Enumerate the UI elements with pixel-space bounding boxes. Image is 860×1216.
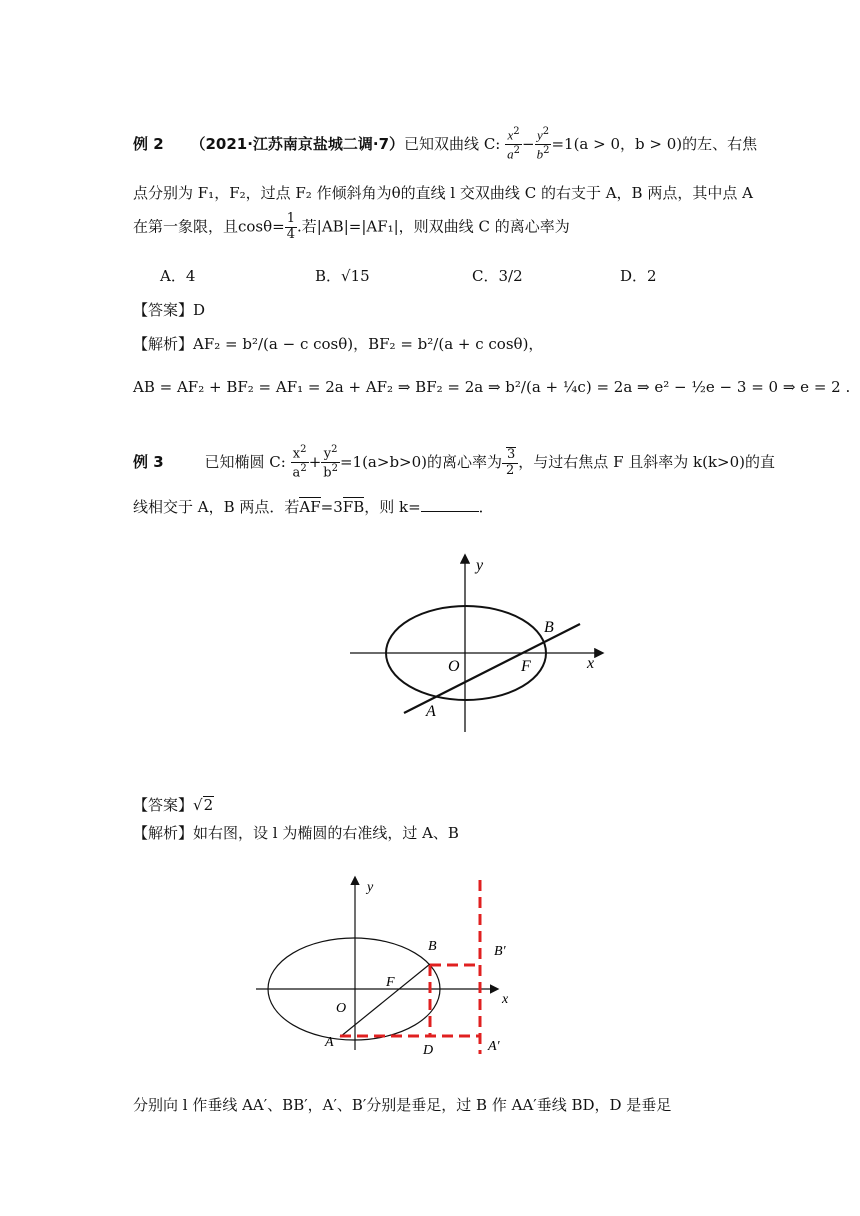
ex3-answer-value: 2 — [203, 796, 214, 814]
ex2-choice-c: C．3/2 — [472, 267, 523, 285]
ex2-intro-end: 的左、右焦 — [682, 134, 758, 153]
ex2-analysis-1: AF₂ = b²/(a − c cosθ)，BF₂ = b²/(a + c cosθ)， — [193, 335, 544, 353]
fig2-b: B — [428, 939, 437, 954]
ex2-line3-a: 在第一象限，且cosθ= — [133, 217, 285, 236]
ex2-intro: 已知双曲线 C: — [404, 134, 501, 153]
ex3-cond: =1(a>b>0)的离心率为 — [339, 452, 503, 471]
fig2-o: O — [336, 1001, 347, 1016]
ex3-vec-af: AF — [299, 498, 321, 516]
ex3-blank[interactable] — [421, 497, 479, 512]
ex2-source: （2021·江苏南京盐城二调·7） — [190, 134, 405, 153]
fig1-x: x — [587, 655, 595, 672]
ex3-line2-a: 线相交于 A，B 两点．若 — [133, 498, 300, 516]
ex2-frac-y: $\frac{y^2}{b^2}$ — [536, 126, 550, 162]
ex3-line2-c: =3 — [320, 498, 343, 516]
fig2-x: x — [502, 992, 509, 1007]
fig2-y: y — [367, 880, 374, 895]
ex3-line2-f: ． — [478, 498, 494, 516]
fig1-f: F — [521, 658, 531, 675]
ex3-answer-label: 【答案】 — [133, 796, 194, 814]
ex2-answer: 【答案】D — [133, 301, 206, 319]
ex2-frac-quarter: $\frac{1}{4}$ — [286, 211, 296, 242]
figure-ellipse-2 — [252, 872, 532, 1062]
fig2-d: D — [423, 1043, 434, 1058]
line-ab — [404, 624, 580, 713]
fig2-a: A — [325, 1035, 334, 1050]
ex2-choice-d: D．2 — [620, 267, 657, 285]
ex2-cond: =1(a > 0，b > 0) — [551, 134, 683, 153]
ex3-vec-fb: FB — [342, 498, 365, 516]
ex3-bottom-text: 分别向 l 作垂线 AA′、BB′，A′、B′分别是垂足，过 B 作 AA′垂线 BD，D 是垂足 — [133, 1096, 672, 1114]
ex3-frac-ecc: $\frac{3}{2}$ — [502, 447, 518, 479]
ex2-analysis-line1 — [133, 333, 543, 354]
ex2-choice-b: B．√15 — [315, 267, 370, 285]
fig1-y: y — [476, 557, 484, 574]
ex2-frac-x: $\frac{x^2}{a^2}$ — [507, 126, 521, 162]
ex2-analysis-label: 【解析】 — [133, 335, 194, 353]
ex3-intro-end: ，与过右焦点 F 且斜率为 k(k>0)的直 — [518, 452, 776, 471]
ex3-intro: 已知椭圆 C: — [204, 452, 286, 471]
fig2-a-prime: A′ — [488, 1039, 500, 1054]
ex3-line1: 例 3 已知椭圆 C: $\frac{x^2}{a^2}$ + $\frac{y^2}{b^2}$ =1(a>b>0)的离心率为 $\frac{3}{2}$ ，与过右焦点 F 且斜率为 k(k>0)的直 — [133, 444, 776, 481]
ex2-choice-a: A．4 — [160, 267, 196, 285]
ex3-frac-y: $\frac{y^2}{b^2}$ — [323, 444, 338, 481]
ex2-line1: 例 2 （2021·江苏南京盐城二调·7）已知双曲线 C: $\frac{x^2}{a^2}$ − $\frac{y^2}{b^2}$ =1(a > 0，b > 0)的左、右焦 — [133, 126, 758, 162]
fig1-b: B — [544, 619, 554, 636]
ex3-analysis: 【解析】如右图，设 l 为椭圆的右准线，过 A、B — [133, 824, 459, 842]
ex3-line2-e: ，则 k= — [364, 498, 421, 516]
fig2-b-prime: B′ — [494, 944, 506, 959]
line-ab — [340, 964, 430, 1037]
fig1-o: O — [448, 658, 460, 675]
ex3-frac-x: $\frac{x^2}{a^2}$ — [292, 444, 307, 481]
figure-ellipse-1 — [340, 548, 620, 738]
ex2-line3 — [133, 212, 570, 243]
ex2-label: 例 2 — [133, 134, 164, 153]
ex2-analysis-line2: AB = AF₂ + BF₂ = AF₁ = 2a + AF₂ ⇒ BF₂ = 2a ⇒ b²/(a + ¼c) = 2a ⇒ e² − ½e − 3 = 0 ⇒ e = 2 . — [133, 378, 851, 396]
fig1-a: A — [426, 703, 436, 720]
fig2-f: F — [386, 975, 395, 990]
ex3-label: 例 3 — [133, 452, 164, 471]
ex3-answer: 【答案】√2 — [133, 796, 214, 814]
ex3-line2 — [133, 496, 494, 517]
ex2-line3-b: .若|AB|=|AF₁|，则双曲线 C 的离心率为 — [297, 217, 570, 236]
ex2-line2: 点分别为 F₁，F₂，过点 F₂ 作倾斜角为θ的直线 l 交双曲线 C 的右支于 A，B 两点，其中点 A — [133, 184, 753, 202]
